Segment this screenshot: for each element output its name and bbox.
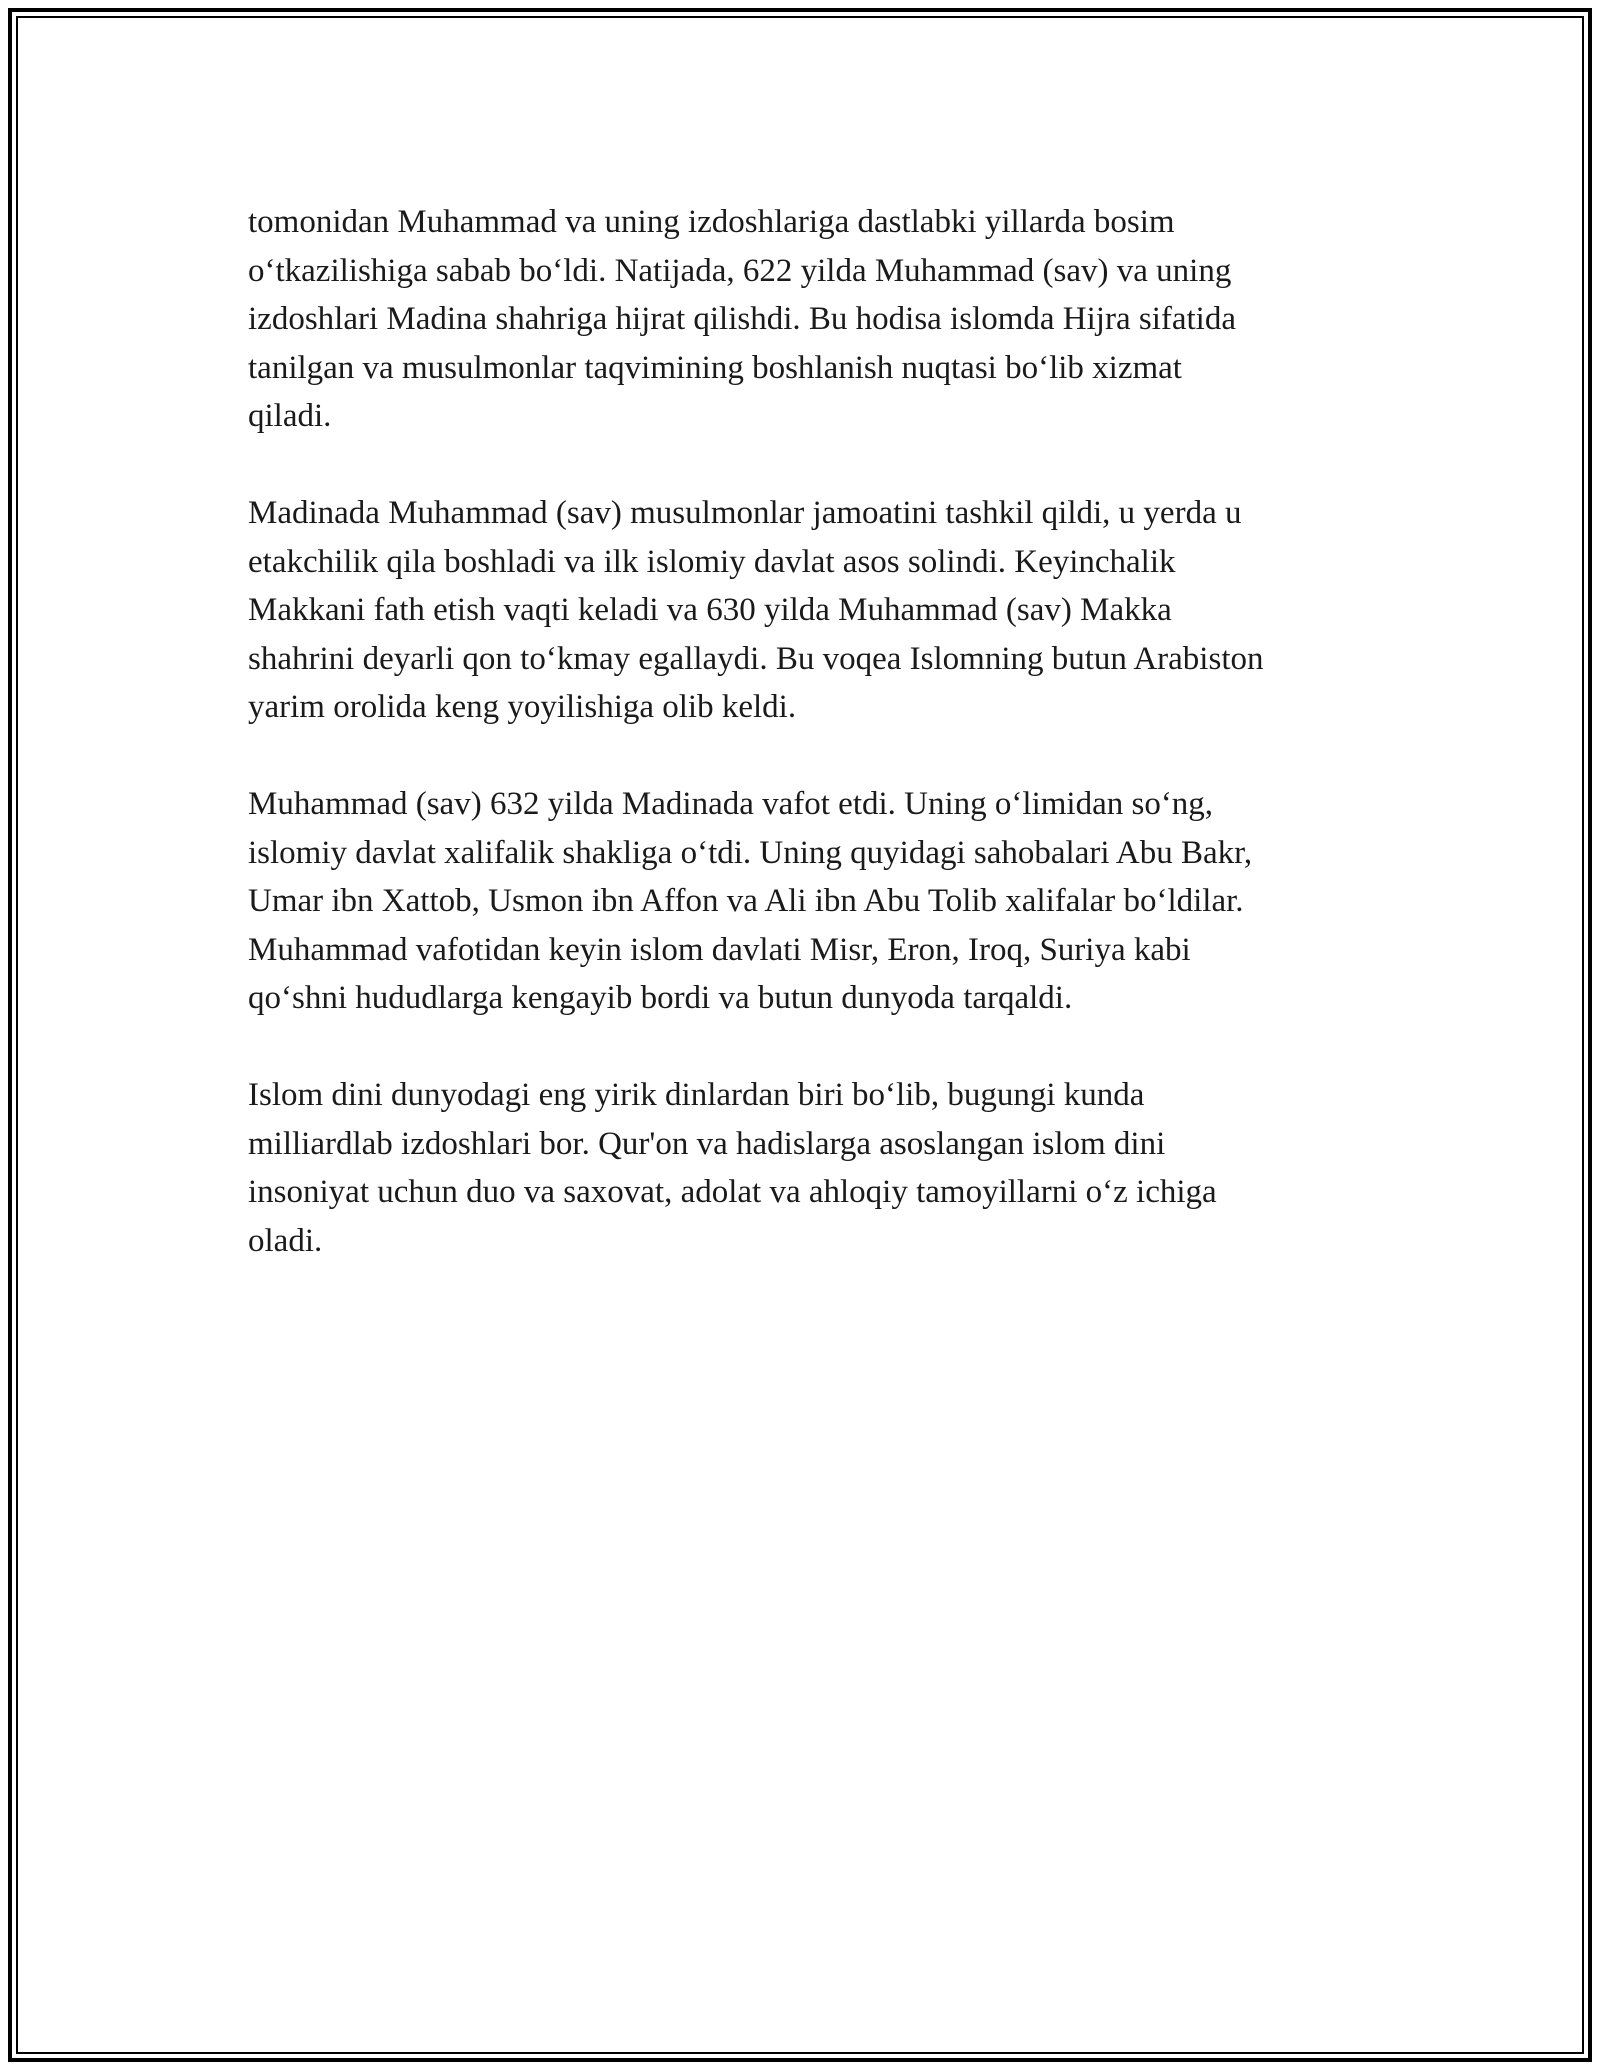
paragraph-islam-today: Islom dini dunyodagi eng yirik dinlardan biri bo‘lib, bugungi kunda milliardlab izdoshlari bor. Qur'on va hadislarga asoslangan islom dini insoniyat uchun duo va saxovat, adolat va ahloqiy tamoyillarni o‘z ichiga oladi. xyxy=(248,1077,1217,1259)
paragraph-caliphate: Muhammad (sav) 632 yilda Madinada vafot etdi. Uning o‘limidan so‘ng, islomiy davlat xalifalik shakliga o‘tdi. Uning quyidagi sahobalari Abu Bakr, Umar ibn Xattob, Usmon ibn Affon va Ali ibn Abu Tolib xalifalar bo‘ldilar. Muhammad vafotidan keyin islom davlati Misr, Eron, Iroq, Suriya kabi qo‘shni hududlarga kengayib bordi va butun dunyoda tarqaldi. xyxy=(248,786,1253,1016)
document-body xyxy=(248,198,1388,1314)
paragraph-hijra: tomonidan Muhammad va uning izdoshlariga dastlabki yillarda bosim o‘tkazilishiga sabab bo‘ldi. Natijada, 622 yilda Muhammad (sav) va uning izdoshlari Madina shahriga hijrat qilishdi. Bu hodisa islomda Hijra sifatida tanilgan va musulmonlar taqvimining boshlanish nuqtasi bo‘lib xizmat qiladi. xyxy=(248,204,1236,434)
paragraph-madina: Madinada Muhammad (sav) musulmonlar jamoatini tashkil qildi, u yerda u etakchilik qila boshladi va ilk islomiy davlat asos solindi. Keyinchalik Makkani fath etish vaqti keladi va 630 yilda Muhammad (sav) Makka shahrini deyarli qon to‘kmay egallaydi. Bu voqea Islomning butun Arabiston yarim orolida keng yoyilishiga olib keldi. xyxy=(248,495,1264,725)
page-frame xyxy=(8,8,1592,2062)
